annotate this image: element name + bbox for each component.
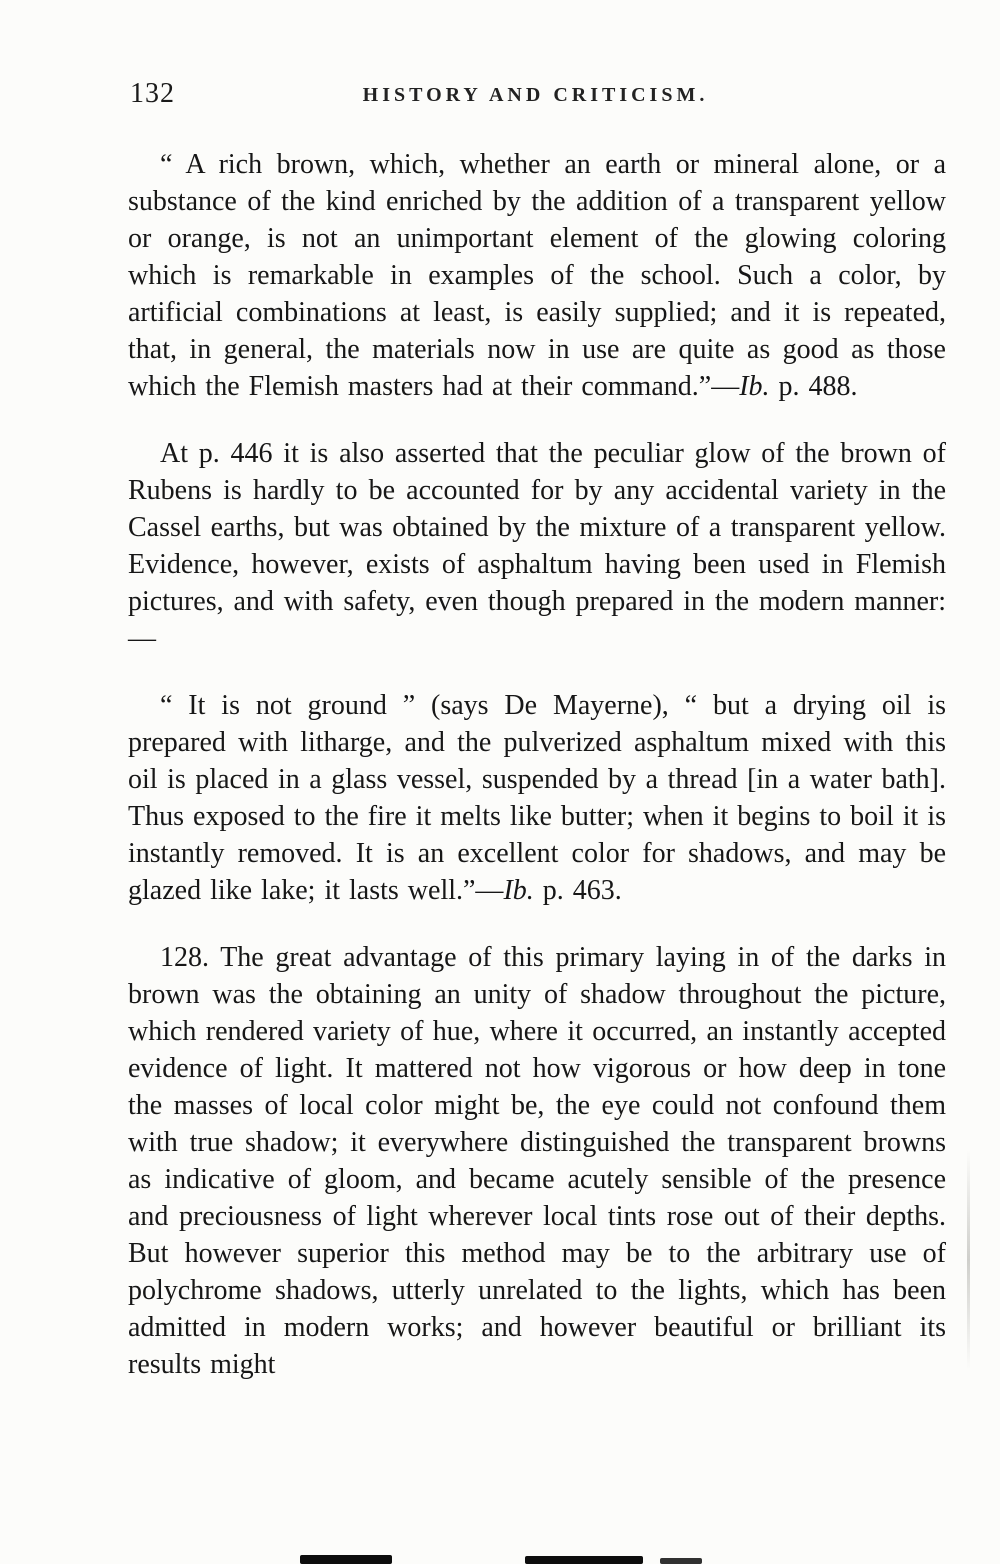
body-text: At p. 446 it is also asserted that the peculiar glow of the brown of Rubens is hardly to be accounted for by any accidental variety in the Cassel earths, but was obtained by the mixture of a transparent yellow. Evidence, however, exists of asphaltum having been used in Flemish pictures, and with safety, even though prepared in the modern manner:— bbox=[128, 438, 946, 654]
scan-artifact bbox=[300, 1555, 392, 1564]
scan-artifact bbox=[525, 1556, 643, 1564]
body-text: 128. The great advantage of this primary laying in of the darks in brown was the obtaining an unity of shadow throughout the picture, which rendered variety of hue, where it occurred, an instantly accepted evidence of light. It mattered not how vigorous or how deep in tone the masses of local color might be, the eye could not confound them with true shadow; it everywhere distinguished the transparent browns as indicative of gloom, and became acutely sensible of the presence and preciousness of light wherever local tints rose out of their depths. But however superior this method may be to the arbitrary use of polychrome shadows, utterly unrelated to the lights, which has been admitted in modern works; and however beautiful or brilliant its results might bbox=[128, 942, 946, 1380]
paragraph-quote-rich-brown bbox=[128, 146, 946, 405]
quote-text: “ A rich brown, which, whether an earth or mineral alone, or a substance of the kind enriched by the addition of a transparent yellow or orange, is not an unimportant element of the glowing coloring which is remarkable in examples of the school. Such a color, by artificial combinations at least, is easily supplied; and it is repeated, that, in general, the materials now in use are quite as good as those which the Flemish masters had at their command.”— bbox=[128, 149, 946, 402]
paragraph-asphaltum bbox=[128, 435, 946, 657]
citation-page: p. 488. bbox=[769, 371, 858, 402]
page-text-block bbox=[128, 146, 946, 1413]
scan-artifact bbox=[660, 1558, 702, 1564]
quote-text: “ It is not ground ” (says De Mayerne), “ but a drying oil is prepared with litharge, and the pulverized asphaltum mixed with this oil is placed in a glass vessel, suspended by a thread [in a water bath]. Thus exposed to the fire it melts like butter; when it begins to boil it is instantly removed. It is an excellent color for shadows, and may be glazed like lake; it lasts well.”— bbox=[128, 690, 946, 906]
paragraph-section-128 bbox=[128, 939, 946, 1383]
citation-page: p. 463. bbox=[533, 875, 622, 906]
citation-italic: Ib. bbox=[739, 371, 770, 402]
page-header bbox=[128, 78, 943, 112]
running-title: HISTORY AND CRITICISM. bbox=[362, 84, 709, 106]
scan-edge-shadow bbox=[967, 1150, 970, 1370]
page-number: 132 bbox=[130, 78, 175, 109]
citation-italic: Ib. bbox=[503, 875, 534, 906]
paragraph-quote-de-mayerne bbox=[128, 687, 946, 909]
